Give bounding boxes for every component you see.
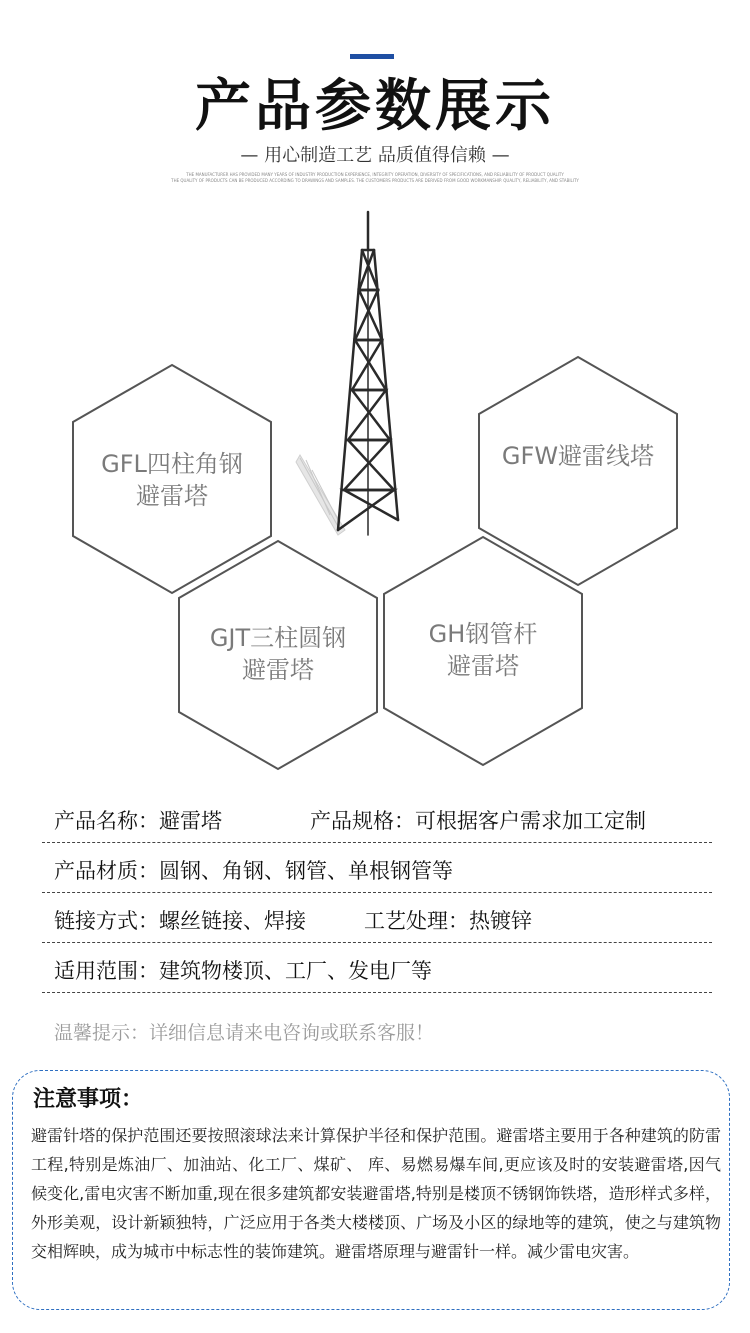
lightning-tower-graphic	[338, 212, 398, 535]
spec-row-connection	[42, 906, 712, 943]
product-label-gh-line1: GH钢管杆	[428, 620, 538, 648]
spec-row-material	[42, 856, 712, 893]
product-label-gfl-line1: GFL四柱角钢	[101, 450, 243, 478]
contact-tip: 温馨提示：详细信息请来电咨询或联系客服！	[54, 1022, 435, 1044]
product-label-gh	[383, 618, 583, 682]
product-label-gh-line2: 避雷塔	[447, 652, 519, 680]
notice-body: 避雷针塔的保护范围还要按照滚球法来计算保护半径和保护范围。避雷塔主要用于各种建筑的防雷工程,特别是炼油厂、加油站、化工厂、煤矿、 库、易燃易爆车间,更应该及时的安装避雷塔,因气候变化,雷电灾害不断加重,现在很多建筑都安装避雷塔,特别是楼顶不锈钢饰铁塔，造形样式多样，外形美观，设计新颖独特，广泛应用于各类大楼楼顶、广场及小区的绿地等的建筑，使之与建筑物交相辉映，成为城市中标志性的装饰建筑。避雷塔原理与避雷针一样。减少雷电灾害。	[31, 1126, 721, 1261]
product-label-gfw	[478, 440, 678, 472]
spec-product-spec: 产品规格：可根据客户需求加工定制	[310, 809, 646, 833]
product-label-gjt	[178, 622, 378, 686]
page-title: 产品参数展示	[195, 74, 555, 139]
product-label-gjt-line2: 避雷塔	[242, 656, 314, 684]
product-label-gfl-line2: 避雷塔	[136, 482, 208, 510]
spec-row-scope	[42, 956, 712, 993]
product-label-gfw-line1: GFW避雷线塔	[501, 442, 655, 470]
spec-application-scope: 适用范围：建筑物楼顶、工厂、发电厂等	[54, 959, 432, 983]
fine-print-line-2: THE QUALITY OF PRODUCTS CAN BE PRODUCED ACCORDING TO DRAWINGS AND SAMPLES. THE CUSTOMERS PRODUCTS ARE DERIVED FROM GOOD WORKMANSHIP. QUALITY, RELIABILITY, AND STABILITY	[171, 178, 579, 183]
page-subtitle: — 用心制造工艺 品质值得信赖 —	[240, 145, 510, 166]
notice-box	[12, 1070, 730, 1310]
spec-product-name: 产品名称：避雷塔	[54, 809, 222, 833]
spec-process-treatment: 工艺处理：热镀锌	[364, 909, 532, 933]
spec-product-material: 产品材质：圆钢、角钢、钢管、单根钢管等	[54, 859, 453, 883]
spec-connection-method: 链接方式：螺丝链接、焊接	[54, 909, 306, 933]
product-label-gfl	[72, 448, 272, 512]
notice-title: 注意事项：	[33, 1087, 144, 1112]
fine-print-line-1: THE MANUFACTURER HAS PROVIDED MANY YEARS OF INDUSTRY PRODUCTION EXPERIENCE, INTEGRITY OPERATION, DIVERSITY OF SPECIFICATIONS, AND RELIABILITY OF PRODUCT QUALITY	[186, 172, 564, 177]
product-label-gjt-line1: GJT三柱圆钢	[209, 624, 347, 652]
spec-row-name	[42, 806, 712, 843]
